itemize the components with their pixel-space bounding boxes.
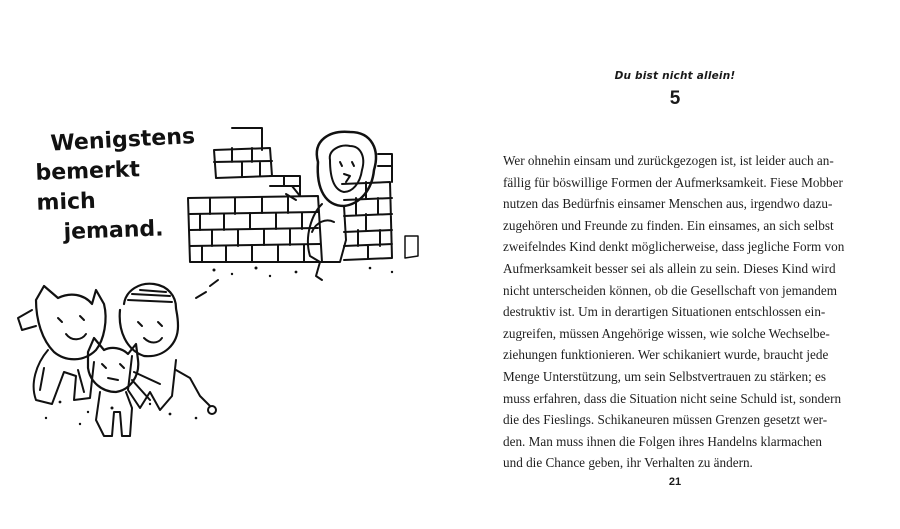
text-line: die des Fieslings. Schikaneuren müssen Grenzen gesetzt wer-: [503, 412, 828, 428]
speech-line-1: Wenigstens: [49, 124, 196, 157]
speech-line-3: jemand.: [63, 216, 164, 245]
text-line: Menge Unterstützung, um sein Selbstvertrauen zu stärken; es: [503, 368, 827, 384]
text-line: zugehören und Freunde zu finden. Ein einsames, an sich selbst: [503, 217, 834, 233]
lion-figure-icon: [286, 132, 376, 280]
speech-line-2: bemerkt mich: [35, 157, 141, 216]
text-line: zweifelndes Kind denkt möglicherweise, dass jegliche Form von: [503, 239, 845, 255]
text-line: nicht unterscheiden können, ob die Gesellschaft von jemandem: [503, 282, 837, 298]
text-line: ziehungen funktionieren. Wer schikaniert wurde, braucht jede: [503, 347, 829, 363]
chapter-number: 5: [669, 88, 681, 109]
text-line: Aufmerksamkeit besser sei als allein zu sein. Dieses Kind wird: [503, 260, 836, 276]
text-line: Wer ohnehin einsam und zurückgezogen ist, ist leider auch an-: [503, 153, 834, 168]
text-line: und die Chance geben, ihr Verhalten zu ändern.: [503, 455, 753, 471]
text-line: zugreifen, müssen Angehörige wissen, wie solche Wechselbe-: [503, 325, 830, 341]
text-line: muss erfahren, dass die Situation nicht seine Schuld ist, sondern: [503, 390, 842, 406]
page-number: 21: [668, 476, 682, 488]
body-paragraph: [503, 150, 845, 474]
thought-dashes-icon: [196, 280, 218, 298]
text-line: den. Man muss ihnen die Folgen ihres Handelns klarmachen: [503, 433, 822, 449]
brick-wall-icon: [188, 128, 418, 262]
chapter-subtitle: Du bist nicht allein!: [614, 70, 736, 82]
text-line: destruktiv ist. Um in derartigen Situationen entschlossen ein-: [503, 304, 826, 320]
text-line: nutzen das Bedürfnis einsamer Menschen aus, irgendwo dazu-: [503, 196, 833, 212]
text-line: fällig für böswillige Formen der Aufmerksamkeit. Fiese Mobber: [503, 174, 843, 190]
bullies-group-icon: [18, 284, 216, 436]
